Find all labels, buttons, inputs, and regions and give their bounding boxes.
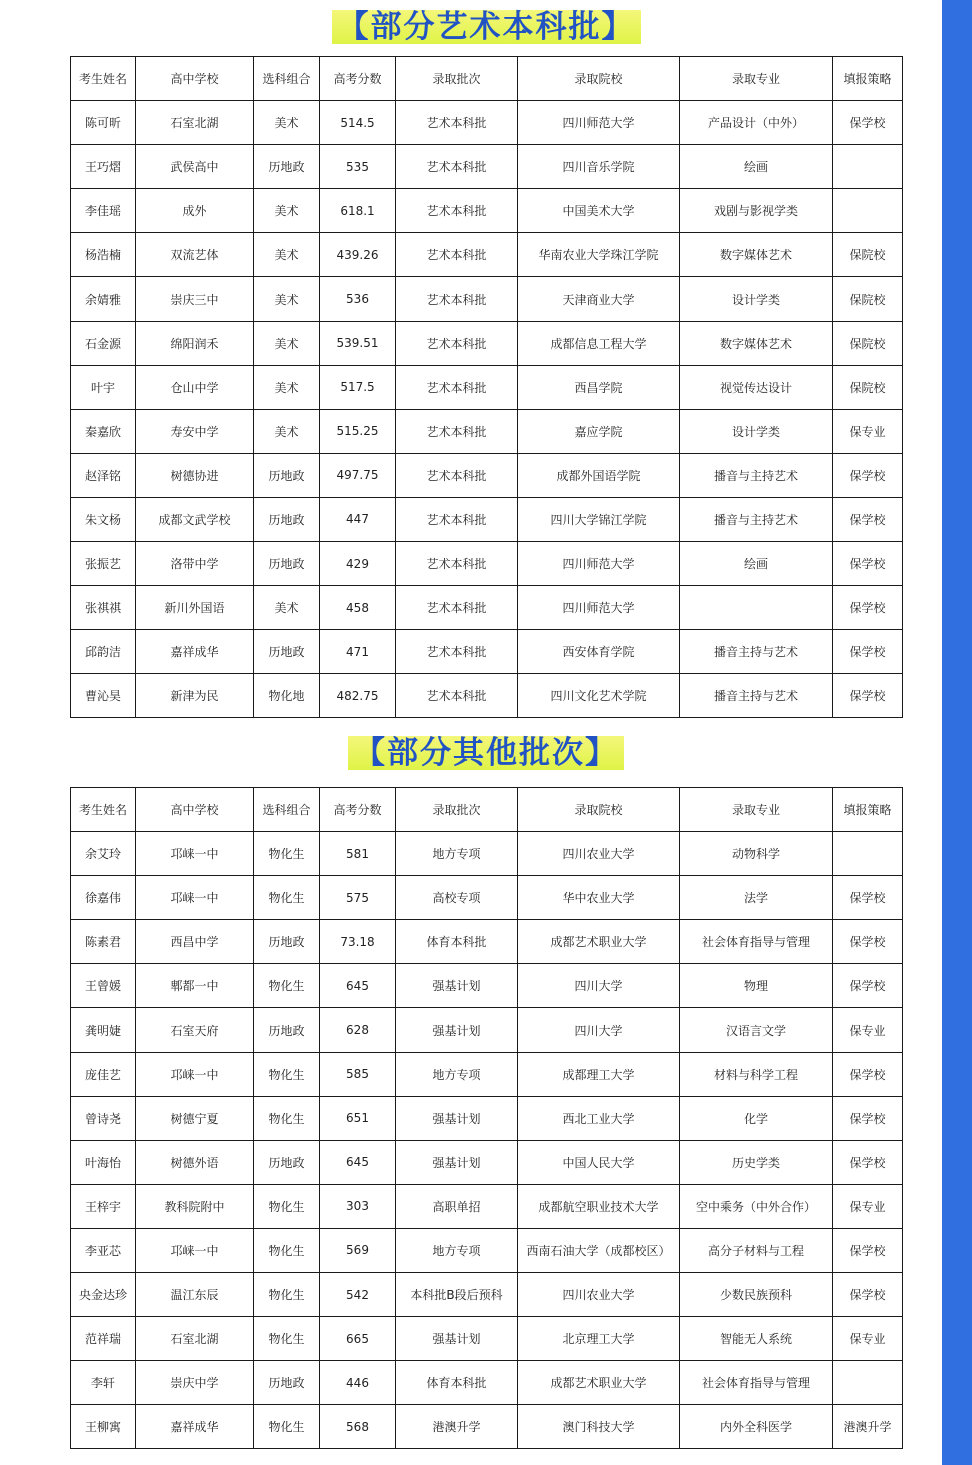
cell-student-name: 石金源	[71, 321, 136, 365]
cell-strategy: 保专业	[833, 1184, 903, 1228]
cell-admitted-major: 戏剧与影视学类	[680, 189, 833, 233]
cell-high-school: 邛崃一中	[136, 876, 254, 920]
cell-high-school: 石室天府	[136, 1008, 254, 1052]
cell-admission-batch: 强基计划	[396, 1096, 518, 1140]
cell-high-school: 教科院附中	[136, 1184, 254, 1228]
cell-exam-score: 618.1	[320, 189, 396, 233]
cell-student-name: 王巧熠	[71, 145, 136, 189]
cell-high-school: 西昌中学	[136, 920, 254, 964]
cell-student-name: 龚明婕	[71, 1008, 136, 1052]
header-exam-score: 高考分数	[320, 57, 396, 101]
cell-subject-combo: 物化生	[254, 1184, 320, 1228]
cell-admission-batch: 强基计划	[396, 964, 518, 1008]
table-row	[71, 964, 903, 1008]
cell-exam-score: 497.75	[320, 453, 396, 497]
table-row	[71, 1405, 903, 1449]
cell-high-school: 树德外语	[136, 1140, 254, 1184]
cell-subject-combo: 物化地	[254, 674, 320, 718]
cell-admitted-major: 少数民族预科	[680, 1273, 833, 1317]
cell-admission-batch: 艺术本科批	[396, 233, 518, 277]
cell-strategy	[833, 189, 903, 233]
cell-admitted-major: 物理	[680, 964, 833, 1008]
cell-admission-batch: 艺术本科批	[396, 586, 518, 630]
cell-admission-batch: 艺术本科批	[396, 630, 518, 674]
cell-strategy: 保学校	[833, 964, 903, 1008]
cell-exam-score: 539.51	[320, 321, 396, 365]
cell-subject-combo: 物化生	[254, 832, 320, 876]
cell-admission-batch: 艺术本科批	[396, 189, 518, 233]
cell-high-school: 郫都一中	[136, 964, 254, 1008]
cell-student-name: 叶宇	[71, 365, 136, 409]
cell-strategy: 保院校	[833, 277, 903, 321]
cell-admission-batch: 强基计划	[396, 1008, 518, 1052]
table-row	[71, 145, 903, 189]
table-row	[71, 630, 903, 674]
header-high-school: 高中学校	[136, 57, 254, 101]
cell-exam-score: 536	[320, 277, 396, 321]
cell-subject-combo: 美术	[254, 189, 320, 233]
cell-admission-batch: 地方专项	[396, 1228, 518, 1272]
header-admission-batch: 录取批次	[396, 57, 518, 101]
table-row	[71, 1317, 903, 1361]
cell-admission-batch: 港澳升学	[396, 1405, 518, 1449]
cell-subject-combo: 历地政	[254, 542, 320, 586]
other-admission-table	[70, 787, 903, 1449]
header-student-name: 考生姓名	[71, 788, 136, 832]
cell-admitted-university: 四川文化艺术学院	[518, 674, 680, 718]
table-row	[71, 920, 903, 964]
cell-strategy	[833, 832, 903, 876]
table-row	[71, 1140, 903, 1184]
cell-exam-score: 569	[320, 1228, 396, 1272]
cell-admission-batch: 本科批B段后预科	[396, 1273, 518, 1317]
table-row	[71, 497, 903, 541]
cell-admission-batch: 体育本科批	[396, 1361, 518, 1405]
cell-subject-combo: 历地政	[254, 630, 320, 674]
cell-admission-batch: 艺术本科批	[396, 409, 518, 453]
header-strategy: 填报策略	[833, 57, 903, 101]
header-admitted-university: 录取院校	[518, 57, 680, 101]
cell-student-name: 张振艺	[71, 542, 136, 586]
cell-subject-combo: 历地政	[254, 920, 320, 964]
cell-admitted-university: 四川大学锦江学院	[518, 497, 680, 541]
cell-subject-combo: 美术	[254, 586, 320, 630]
cell-high-school: 仓山中学	[136, 365, 254, 409]
cell-strategy: 保学校	[833, 101, 903, 145]
cell-admitted-major: 化学	[680, 1096, 833, 1140]
cell-subject-combo: 物化生	[254, 1052, 320, 1096]
cell-exam-score: 628	[320, 1008, 396, 1052]
cell-strategy: 保院校	[833, 321, 903, 365]
cell-admitted-major: 视觉传达设计	[680, 365, 833, 409]
cell-high-school: 石室北湖	[136, 101, 254, 145]
cell-subject-combo: 美术	[254, 277, 320, 321]
cell-admitted-major: 绘画	[680, 542, 833, 586]
cell-student-name: 邱韵洁	[71, 630, 136, 674]
cell-strategy	[833, 145, 903, 189]
cell-admitted-university: 成都航空职业技术大学	[518, 1184, 680, 1228]
cell-admitted-major: 内外全科医学	[680, 1405, 833, 1449]
cell-admitted-major: 社会体育指导与管理	[680, 1361, 833, 1405]
cell-admitted-university: 西安体育学院	[518, 630, 680, 674]
cell-subject-combo: 美术	[254, 409, 320, 453]
cell-admitted-major: 播音与主持艺术	[680, 497, 833, 541]
cell-admitted-major: 播音主持与艺术	[680, 630, 833, 674]
cell-admitted-university: 四川大学	[518, 964, 680, 1008]
cell-high-school: 寿安中学	[136, 409, 254, 453]
cell-student-name: 徐嘉伟	[71, 876, 136, 920]
cell-admitted-university: 华中农业大学	[518, 876, 680, 920]
cell-subject-combo: 历地政	[254, 1361, 320, 1405]
cell-admitted-major: 汉语言文学	[680, 1008, 833, 1052]
cell-student-name: 曾诗尧	[71, 1096, 136, 1140]
cell-admitted-major: 绘画	[680, 145, 833, 189]
cell-admitted-university: 中国人民大学	[518, 1140, 680, 1184]
cell-admission-batch: 艺术本科批	[396, 365, 518, 409]
cell-high-school: 武侯高中	[136, 145, 254, 189]
cell-subject-combo: 物化生	[254, 1096, 320, 1140]
cell-admitted-university: 中国美术大学	[518, 189, 680, 233]
cell-student-name: 朱文杨	[71, 497, 136, 541]
table-row	[71, 674, 903, 718]
table-row	[71, 832, 903, 876]
cell-high-school: 成外	[136, 189, 254, 233]
cell-high-school: 温江东辰	[136, 1273, 254, 1317]
header-subject-combo: 选科组合	[254, 788, 320, 832]
cell-exam-score: 575	[320, 876, 396, 920]
cell-admission-batch: 艺术本科批	[396, 145, 518, 189]
cell-high-school: 双流艺体	[136, 233, 254, 277]
cell-admission-batch: 艺术本科批	[396, 674, 518, 718]
cell-subject-combo: 历地政	[254, 1008, 320, 1052]
cell-admitted-university: 华南农业大学珠江学院	[518, 233, 680, 277]
cell-admitted-university: 西南石油大学（成都校区）	[518, 1228, 680, 1272]
cell-student-name: 余婧雅	[71, 277, 136, 321]
cell-admission-batch: 强基计划	[396, 1140, 518, 1184]
cell-exam-score: 568	[320, 1405, 396, 1449]
table-row	[71, 1273, 903, 1317]
cell-exam-score: 303	[320, 1184, 396, 1228]
cell-student-name: 曹沁昊	[71, 674, 136, 718]
cell-admitted-university: 天津商业大学	[518, 277, 680, 321]
table-header-row	[71, 788, 903, 832]
cell-subject-combo: 历地政	[254, 145, 320, 189]
cell-exam-score: 446	[320, 1361, 396, 1405]
cell-admitted-major: 动物科学	[680, 832, 833, 876]
table-row	[71, 233, 903, 277]
header-exam-score: 高考分数	[320, 788, 396, 832]
cell-admission-batch: 体育本科批	[396, 920, 518, 964]
cell-subject-combo: 物化生	[254, 1405, 320, 1449]
cell-admission-batch: 强基计划	[396, 1317, 518, 1361]
table-row	[71, 277, 903, 321]
cell-admitted-major: 设计学类	[680, 409, 833, 453]
side-gap	[930, 0, 942, 1465]
cell-student-name: 赵泽铭	[71, 453, 136, 497]
table-row	[71, 101, 903, 145]
cell-strategy: 保院校	[833, 365, 903, 409]
table-row	[71, 1052, 903, 1096]
cell-admitted-major: 高分子材料与工程	[680, 1228, 833, 1272]
cell-strategy: 保学校	[833, 876, 903, 920]
cell-exam-score: 447	[320, 497, 396, 541]
cell-admitted-major: 设计学类	[680, 277, 833, 321]
cell-admitted-university: 成都艺术职业大学	[518, 920, 680, 964]
cell-admitted-major: 数字媒体艺术	[680, 233, 833, 277]
cell-exam-score: 515.25	[320, 409, 396, 453]
cell-admitted-major: 产品设计（中外）	[680, 101, 833, 145]
cell-strategy	[833, 1361, 903, 1405]
cell-admitted-major: 法学	[680, 876, 833, 920]
cell-admission-batch: 高校专项	[396, 876, 518, 920]
cell-student-name: 央金达珍	[71, 1273, 136, 1317]
cell-admitted-university: 成都理工大学	[518, 1052, 680, 1096]
cell-admitted-major: 社会体育指导与管理	[680, 920, 833, 964]
cell-strategy: 保学校	[833, 586, 903, 630]
table-row	[71, 1096, 903, 1140]
cell-admitted-university: 四川师范大学	[518, 586, 680, 630]
cell-student-name: 余艾玲	[71, 832, 136, 876]
cell-strategy: 保学校	[833, 1228, 903, 1272]
cell-admitted-major: 播音主持与艺术	[680, 674, 833, 718]
cell-exam-score: 471	[320, 630, 396, 674]
cell-high-school: 成都文武学校	[136, 497, 254, 541]
cell-subject-combo: 物化生	[254, 1273, 320, 1317]
cell-high-school: 邛崃一中	[136, 1228, 254, 1272]
header-admitted-university: 录取院校	[518, 788, 680, 832]
art-admission-table	[70, 56, 903, 718]
cell-high-school: 邛崃一中	[136, 832, 254, 876]
table-row	[71, 321, 903, 365]
table-row	[71, 586, 903, 630]
cell-high-school: 树德协进	[136, 453, 254, 497]
cell-strategy: 保学校	[833, 674, 903, 718]
cell-admission-batch: 地方专项	[396, 1052, 518, 1096]
cell-subject-combo: 美术	[254, 365, 320, 409]
cell-subject-combo: 物化生	[254, 876, 320, 920]
cell-strategy: 保学校	[833, 1140, 903, 1184]
cell-student-name: 张祺祺	[71, 586, 136, 630]
cell-subject-combo: 物化生	[254, 1317, 320, 1361]
cell-exam-score: 482.75	[320, 674, 396, 718]
cell-admitted-university: 成都外国语学院	[518, 453, 680, 497]
cell-strategy: 港澳升学	[833, 1405, 903, 1449]
cell-admitted-major: 播音与主持艺术	[680, 453, 833, 497]
cell-admission-batch: 艺术本科批	[396, 542, 518, 586]
cell-strategy: 保专业	[833, 1317, 903, 1361]
right-accent-bar	[942, 0, 972, 1465]
cell-admission-batch: 艺术本科批	[396, 277, 518, 321]
cell-admitted-university: 四川农业大学	[518, 832, 680, 876]
table-header-row	[71, 57, 903, 101]
cell-strategy: 保学校	[833, 1052, 903, 1096]
cell-admitted-major	[680, 586, 833, 630]
cell-high-school: 石室北湖	[136, 1317, 254, 1361]
cell-strategy: 保学校	[833, 453, 903, 497]
cell-subject-combo: 美术	[254, 321, 320, 365]
header-admission-batch: 录取批次	[396, 788, 518, 832]
cell-admitted-university: 澳门科技大学	[518, 1405, 680, 1449]
cell-strategy: 保专业	[833, 1008, 903, 1052]
cell-high-school: 崇庆三中	[136, 277, 254, 321]
cell-high-school: 洛带中学	[136, 542, 254, 586]
cell-high-school: 邛崃一中	[136, 1052, 254, 1096]
cell-subject-combo: 美术	[254, 233, 320, 277]
table-row	[71, 1184, 903, 1228]
cell-student-name: 李轩	[71, 1361, 136, 1405]
cell-subject-combo: 历地政	[254, 497, 320, 541]
cell-student-name: 秦嘉欣	[71, 409, 136, 453]
header-high-school: 高中学校	[136, 788, 254, 832]
cell-strategy: 保院校	[833, 233, 903, 277]
section-title-other	[0, 736, 972, 770]
cell-strategy: 保专业	[833, 409, 903, 453]
cell-exam-score: 439.26	[320, 233, 396, 277]
table-row	[71, 1361, 903, 1405]
cell-student-name: 陈素君	[71, 920, 136, 964]
cell-admitted-major: 智能无人系统	[680, 1317, 833, 1361]
header-admitted-major: 录取专业	[680, 57, 833, 101]
cell-high-school: 绵阳润禾	[136, 321, 254, 365]
cell-admitted-university: 成都艺术职业大学	[518, 1361, 680, 1405]
section-title-art-text: 【部分艺术本科批】	[332, 10, 641, 44]
cell-admission-batch: 高职单招	[396, 1184, 518, 1228]
cell-exam-score: 645	[320, 964, 396, 1008]
cell-subject-combo: 美术	[254, 101, 320, 145]
cell-admission-batch: 艺术本科批	[396, 497, 518, 541]
cell-subject-combo: 历地政	[254, 1140, 320, 1184]
table-row	[71, 409, 903, 453]
cell-strategy: 保学校	[833, 920, 903, 964]
cell-high-school: 崇庆中学	[136, 1361, 254, 1405]
cell-admitted-university: 四川师范大学	[518, 542, 680, 586]
cell-student-name: 李佳瑶	[71, 189, 136, 233]
cell-exam-score: 514.5	[320, 101, 396, 145]
cell-exam-score: 458	[320, 586, 396, 630]
cell-student-name: 李亚芯	[71, 1228, 136, 1272]
cell-exam-score: 73.18	[320, 920, 396, 964]
table-row	[71, 189, 903, 233]
cell-strategy: 保学校	[833, 1096, 903, 1140]
cell-exam-score: 542	[320, 1273, 396, 1317]
cell-admitted-university: 四川大学	[518, 1008, 680, 1052]
cell-student-name: 王曾媛	[71, 964, 136, 1008]
section-title-other-text: 【部分其他批次】	[348, 736, 624, 770]
cell-strategy: 保学校	[833, 542, 903, 586]
cell-admitted-university: 四川农业大学	[518, 1273, 680, 1317]
header-admitted-major: 录取专业	[680, 788, 833, 832]
cell-admitted-university: 西昌学院	[518, 365, 680, 409]
cell-subject-combo: 历地政	[254, 453, 320, 497]
cell-admitted-major: 材料与科学工程	[680, 1052, 833, 1096]
cell-student-name: 叶海怡	[71, 1140, 136, 1184]
cell-high-school: 新川外国语	[136, 586, 254, 630]
cell-admitted-university: 北京理工大学	[518, 1317, 680, 1361]
header-strategy: 填报策略	[833, 788, 903, 832]
cell-high-school: 树德宁夏	[136, 1096, 254, 1140]
cell-admitted-major: 数字媒体艺术	[680, 321, 833, 365]
table-row	[71, 1228, 903, 1272]
table-row	[71, 453, 903, 497]
cell-exam-score: 581	[320, 832, 396, 876]
cell-admitted-university: 西北工业大学	[518, 1096, 680, 1140]
table-row	[71, 365, 903, 409]
section-title-art	[0, 10, 972, 44]
cell-high-school: 嘉祥成华	[136, 1405, 254, 1449]
cell-admitted-major: 历史学类	[680, 1140, 833, 1184]
cell-strategy: 保学校	[833, 630, 903, 674]
header-student-name: 考生姓名	[71, 57, 136, 101]
cell-exam-score: 429	[320, 542, 396, 586]
cell-student-name: 庞佳艺	[71, 1052, 136, 1096]
cell-exam-score: 645	[320, 1140, 396, 1184]
cell-high-school: 新津为民	[136, 674, 254, 718]
cell-student-name: 陈可昕	[71, 101, 136, 145]
cell-strategy: 保学校	[833, 1273, 903, 1317]
cell-admitted-university: 四川师范大学	[518, 101, 680, 145]
cell-admission-batch: 艺术本科批	[396, 321, 518, 365]
cell-student-name: 范祥瑞	[71, 1317, 136, 1361]
cell-admitted-major: 空中乘务（中外合作）	[680, 1184, 833, 1228]
cell-high-school: 嘉祥成华	[136, 630, 254, 674]
cell-student-name: 杨浩楠	[71, 233, 136, 277]
table-row	[71, 876, 903, 920]
header-subject-combo: 选科组合	[254, 57, 320, 101]
cell-student-name: 王梓宇	[71, 1184, 136, 1228]
cell-subject-combo: 物化生	[254, 1228, 320, 1272]
cell-admitted-university: 四川音乐学院	[518, 145, 680, 189]
cell-exam-score: 535	[320, 145, 396, 189]
cell-exam-score: 665	[320, 1317, 396, 1361]
cell-admission-batch: 艺术本科批	[396, 453, 518, 497]
cell-admission-batch: 地方专项	[396, 832, 518, 876]
table-row	[71, 1008, 903, 1052]
cell-exam-score: 651	[320, 1096, 396, 1140]
cell-exam-score: 585	[320, 1052, 396, 1096]
cell-subject-combo: 物化生	[254, 964, 320, 1008]
cell-exam-score: 517.5	[320, 365, 396, 409]
cell-student-name: 王柳寓	[71, 1405, 136, 1449]
cell-admitted-university: 成都信息工程大学	[518, 321, 680, 365]
cell-strategy: 保学校	[833, 497, 903, 541]
cell-admitted-university: 嘉应学院	[518, 409, 680, 453]
cell-admission-batch: 艺术本科批	[396, 101, 518, 145]
table-row	[71, 542, 903, 586]
